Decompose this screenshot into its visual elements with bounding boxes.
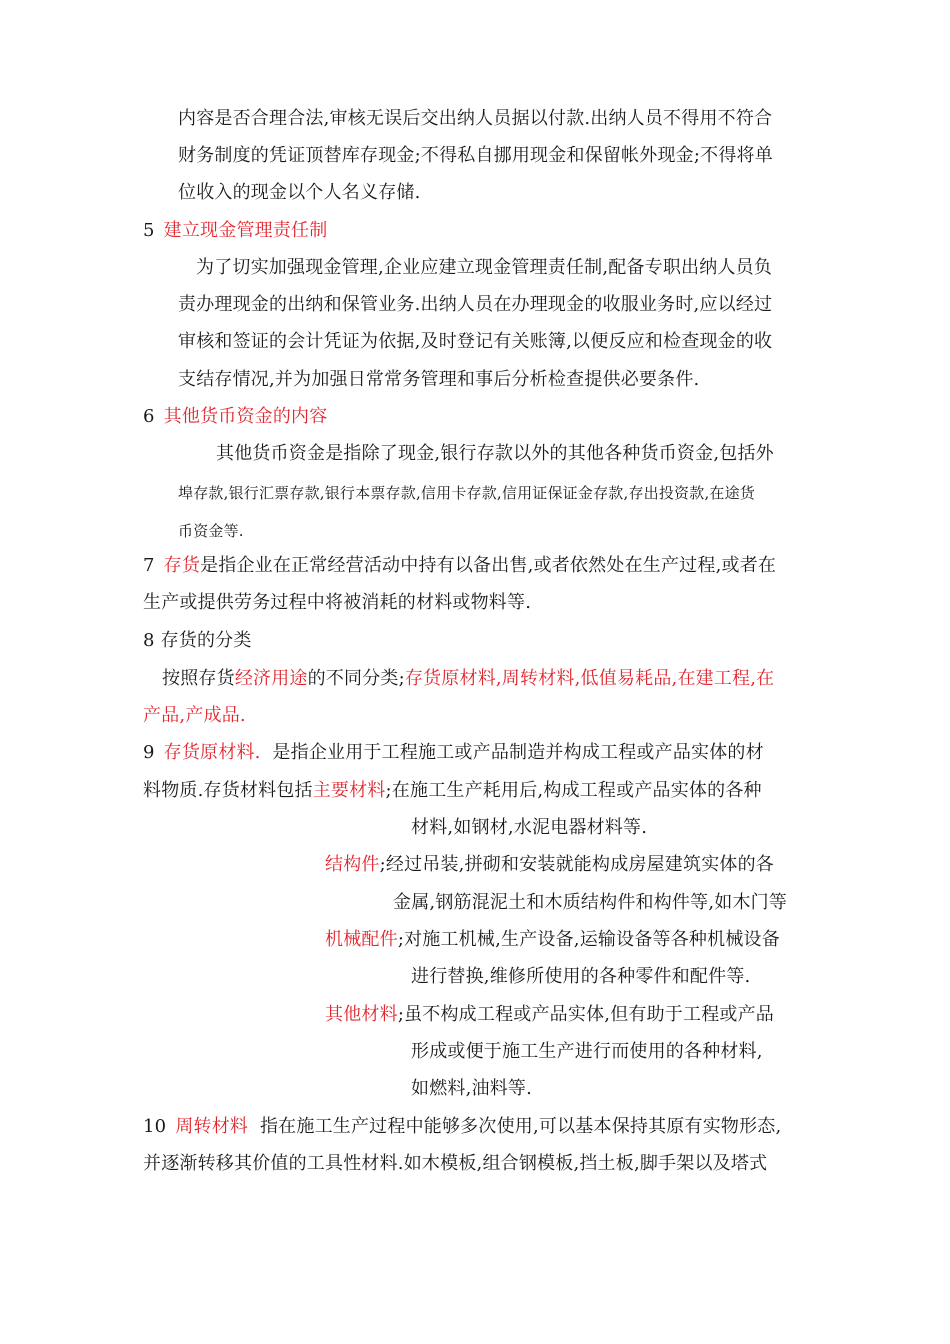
heading-8: 8 存货的分类 xyxy=(143,630,252,651)
para-line: 责办理现金的出纳和保管业务.出纳人员在办理现金的收服业务时,应以经过 xyxy=(178,294,773,315)
para-line: 结构件;经过吊装,拼砌和安装就能构成房屋建筑实体的各 xyxy=(325,854,774,875)
heading-7: 7 存货是指企业在正常经营活动中持有以备出售,或者依然处在生产过程,或者在 xyxy=(143,555,777,576)
para-line: 其他材料;虽不构成工程或产品实体,但有助于工程或产品 xyxy=(325,1004,774,1025)
heading-10: 10 周转材料 指在施工生产过程中能够多次使用,可以基本保持其原有实物形态, xyxy=(143,1116,782,1137)
para-line: 生产或提供劳务过程中将被消耗的材料或物料等. xyxy=(143,592,532,613)
para-line: 料物质.存货材料包括主要材料;在施工生产耗用后,构成工程或产品实体的各种 xyxy=(143,780,762,801)
para-line: 并逐渐转移其价值的工具性材料.如木模板,组合钢模板,挡土板,脚手架以及塔式 xyxy=(143,1153,768,1174)
para-line: 如燃料,油料等. xyxy=(411,1078,533,1099)
para-line: 其他货币资金是指除了现金,银行存款以外的其他各种货币资金,包括外 xyxy=(216,443,774,464)
para-line: 金属,钢筋混泥土和木质结构件和构件等,如木门等 xyxy=(393,892,788,913)
para-line: 位收入的现金以个人名义存储. xyxy=(178,182,421,203)
para-line: 材料,如钢材,水泥电器材料等. xyxy=(411,817,648,838)
heading-6: 6 其他货币资金的内容 xyxy=(143,406,328,427)
para-line: 财务制度的凭证顶替库存现金;不得私自挪用现金和保留帐外现金;不得将单 xyxy=(178,145,773,166)
para-line: 埠存款,银行汇票存款,银行本票存款,信用卡存款,信用证保证金存款,存出投资款,在途货 xyxy=(178,484,756,502)
para-line: 产品,产成品. xyxy=(143,705,246,726)
para-line: 机械配件;对施工机械,生产设备,运输设备等各种机械设备 xyxy=(325,929,780,950)
para-line: 支结存情况,并为加强日常常务管理和事后分析检查提供必要条件. xyxy=(178,369,700,390)
para-line: 形成或便于施工生产进行而使用的各种材料, xyxy=(411,1041,763,1062)
para-line: 按照存货经济用途的不同分类;存货原材料,周转材料,低值易耗品,在建工程,在 xyxy=(162,668,775,689)
para-line: 币资金等. xyxy=(178,522,244,540)
para-line: 为了切实加强现金管理,企业应建立现金管理责任制,配备专职出纳人员负 xyxy=(196,257,773,278)
heading-9: 9 存货原材料. 是指企业用于工程施工或产品制造并构成工程或产品实体的材 xyxy=(143,742,764,763)
para-line: 进行替换,维修所使用的各种零件和配件等. xyxy=(411,966,751,987)
heading-5: 5 建立现金管理责任制 xyxy=(143,220,328,241)
para-line: 审核和签证的会计凭证为依据,及时登记有关账簿,以便反应和检查现金的收 xyxy=(178,331,773,352)
para-line: 内容是否合理合法,审核无误后交出纳人员据以付款.出纳人员不得用不符合 xyxy=(178,108,773,129)
